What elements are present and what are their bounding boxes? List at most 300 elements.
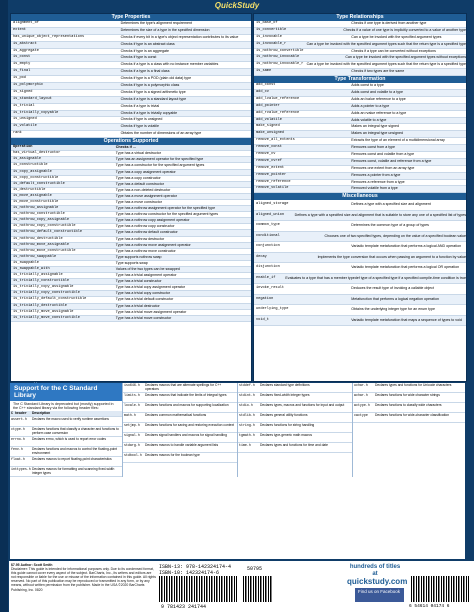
c-header-row xyxy=(238,443,352,453)
c-header-row xyxy=(353,403,465,413)
trait-name: is_trivial xyxy=(13,103,35,108)
trait-name: conjunction xyxy=(256,244,280,249)
operation-name: is_nothrow_copy_assignable xyxy=(13,218,70,223)
operation-description: Type has a trivial move assignment operator xyxy=(115,309,187,314)
trait-description: Adds const to a type xyxy=(351,83,384,88)
c-header-description: Declares functions for string handling xyxy=(260,423,315,427)
operation-description: Type has a copy constructor xyxy=(115,175,161,180)
trait-name: aligned_union xyxy=(256,212,285,217)
type-relationships-table xyxy=(254,21,466,76)
isbn-block xyxy=(159,564,231,576)
trait-name: is_standard_layout xyxy=(13,96,52,101)
type-transformation-row xyxy=(254,152,466,159)
right-panel xyxy=(253,13,467,382)
trait-description: Checks if type is a polymorphic class xyxy=(120,83,180,88)
c-header-description: Declares signal handlers and macros for signal handling xyxy=(145,433,227,437)
trait-name: is_signed xyxy=(13,89,33,94)
trait-description: Checks if type is an abstract class xyxy=(120,41,175,46)
trait-name: add_lvalue_reference xyxy=(256,96,300,101)
type-property-row xyxy=(11,28,251,35)
type-transformation-row xyxy=(254,173,466,180)
c-header-label: C header xyxy=(11,411,27,416)
c-header-row xyxy=(10,457,122,467)
c-header-description: Declares macros for formatting and scanning fixed-width integer types xyxy=(32,467,115,476)
operation-name: is_swappable xyxy=(13,260,39,265)
operation-description: Type has a nothrow default constructor xyxy=(115,230,178,235)
operation-row xyxy=(11,316,251,322)
operation-description: Type has a nothrow move assignment operator xyxy=(115,242,191,247)
trait-name: add_volatile xyxy=(256,117,282,122)
website-link[interactable] xyxy=(347,564,408,586)
trait-name: remove_volatile xyxy=(256,186,289,191)
operation-name: is_trivially_constructible xyxy=(13,279,70,284)
trait-name: is_nothrow_convertible xyxy=(256,48,304,53)
c-header-row xyxy=(353,413,465,423)
operation-description: Type has an assignment operator for the specified type xyxy=(115,157,204,162)
c-library-column-1 xyxy=(10,417,122,477)
trait-description: Can a type be invoked with the specified argument types xyxy=(351,34,442,39)
trait-name: alignment_of xyxy=(13,21,39,25)
c-header-row xyxy=(353,393,465,403)
trait-name: is_invocable xyxy=(256,34,282,39)
type-properties-title: Type Properties xyxy=(11,14,251,21)
c-header-description: Declares fixed-width integer types xyxy=(260,393,310,397)
trait-description: Checks if every bit in a type's object representation contributes to its value xyxy=(120,34,239,39)
trait-description: Checks if a type is trivially copyable xyxy=(120,110,178,115)
c-header-description: Declares functions that classify a character and functions to perform case conversion xyxy=(32,427,119,436)
miscellaneous-row xyxy=(254,221,466,232)
trait-description: Removed volatile from a type xyxy=(351,186,398,191)
type-property-row xyxy=(11,83,251,90)
operation-name: is_copy_constructible xyxy=(13,175,59,180)
c-header-row xyxy=(123,423,237,433)
trait-description: Checks if type is volatile xyxy=(120,124,159,129)
trait-description: Determines the size of a type in the specified dimension xyxy=(120,27,210,32)
c-header-name: stdlib.h xyxy=(239,413,255,417)
price: $7.95 xyxy=(11,563,20,567)
disclaimer: Disclaimer: This guide is intended for informational purposes only. Due to its condensed format, this guide cannot cover every aspect of the subject. BarCharts, Inc., its writers and editors are not responsible or liable for the use or misuse of the information contained in this guide. All rights reserved. No part of this publication may be reproduced or transmitted in any form, or by any means, without written permission from the publisher. Made in the USA ©2020 BarCharts Publishing, Inc. 0820 xyxy=(11,567,156,592)
operation-name: is_move_constructible xyxy=(13,199,59,204)
c-header-row xyxy=(10,427,122,437)
operation-name: is_default_constructible xyxy=(13,181,65,186)
trait-name: negation xyxy=(256,296,274,301)
miscellaneous-title: Miscellaneous xyxy=(254,193,466,200)
operations-table xyxy=(11,151,251,322)
c-header-row xyxy=(238,413,352,423)
c-header-row xyxy=(123,433,237,443)
trait-description: Defines a type with a specified size and alignment that is suitable to store any one of a specified list of types xyxy=(294,212,466,217)
c-header-name: stdarg.h xyxy=(124,443,140,447)
trait-name: is_pod xyxy=(13,76,26,81)
type-property-row xyxy=(11,117,251,124)
operation-name: is_trivially_copy_assignable xyxy=(13,285,74,290)
trait-name: is_invocable_r xyxy=(256,41,287,46)
c-header-description: Declares macros to report floating-point characteristics xyxy=(32,457,112,462)
c-header-description: Declares macros that indicate the limits of integral types xyxy=(145,393,227,397)
trait-name: enable_if xyxy=(256,275,276,280)
trait-name: remove_all_extents xyxy=(256,138,295,143)
c-header-name: tgmath.h xyxy=(239,433,255,437)
trait-description: Determines the common type of a group of types xyxy=(351,223,429,228)
trait-description: Adds an rvalue reference to a type xyxy=(351,110,407,115)
c-library-title: Support for the C Standard Library xyxy=(10,383,122,401)
miscellaneous-row xyxy=(254,295,466,306)
c-header-name: string.h xyxy=(239,423,255,427)
trait-name: is_volatile xyxy=(13,124,37,129)
type-property-row xyxy=(11,35,251,42)
operation-name: is_nothrow_destructible xyxy=(13,236,63,241)
type-transformation-row xyxy=(254,166,466,173)
trait-description: Can a type be invoked with the specified argument types such that the return type is a specified type xyxy=(306,41,466,46)
c-header-row xyxy=(10,447,122,457)
operation-name: is_trivially_destructible xyxy=(13,303,67,308)
c-header-name: wchar.h xyxy=(354,393,368,397)
c-header-row xyxy=(238,383,352,393)
left-sidebar-strip xyxy=(0,0,8,612)
operation-name: is_trivially_copy_constructible xyxy=(13,291,80,296)
type-transformation-row xyxy=(254,186,466,193)
upc-barcode-number: 6 54614 04174 6 xyxy=(409,604,450,609)
trait-name: is_empty xyxy=(13,62,31,67)
miscellaneous-row xyxy=(254,263,466,274)
type-relationship-row xyxy=(254,69,466,76)
author: Author: Scott Smith xyxy=(20,563,53,567)
operation-name: is_nothrow_assignable xyxy=(13,206,59,211)
trait-description: Defines a type with a specified size and alignment xyxy=(351,202,431,207)
trait-name: is_convertible xyxy=(256,27,287,32)
operation-name: is_destructible xyxy=(13,187,46,192)
operation-name: is_assignable xyxy=(13,157,42,162)
operation-name: is_swappable_with xyxy=(13,267,50,272)
c-header-name: stdint.h xyxy=(239,393,255,397)
c-header-row xyxy=(123,393,237,403)
type-property-row xyxy=(11,42,251,49)
operation-description: Type has a trivial destructor xyxy=(115,303,160,308)
type-transformation-table xyxy=(254,83,466,193)
type-relationship-row xyxy=(254,62,466,69)
c-library-intro: The C Standard Library is deprecated but (mostly) supported in the C++ standard library via the following header files: xyxy=(13,402,114,411)
c-header-row xyxy=(123,413,237,423)
trait-name: has_unique_object_representations xyxy=(13,34,85,39)
operation-description: Type has a move constructor xyxy=(115,199,162,204)
trait-description: Checks if type is a signed arithmetic type xyxy=(120,89,186,94)
upc-barcode xyxy=(411,576,469,602)
trait-name: rank xyxy=(13,131,22,136)
trait-description: Adds a pointer to a type xyxy=(351,103,390,108)
c-header-description: Declares functions for saving and restoring execution context xyxy=(145,423,235,427)
trait-name: is_nothrow_invocable_r xyxy=(256,62,304,67)
operation-name: is_nothrow_copy_constructible xyxy=(13,224,76,229)
operation-description: Type has a move assignment operator xyxy=(115,193,177,198)
type-property-row xyxy=(11,76,251,83)
c-header-name: iso646.h xyxy=(124,383,140,387)
type-transformation-row xyxy=(254,111,466,118)
c-header-name: limits.h xyxy=(124,393,140,397)
c-header-row xyxy=(123,383,237,393)
c-header-name: time.h xyxy=(239,443,251,447)
operation-name: is_trivially_move_assignable xyxy=(13,309,74,314)
type-property-row xyxy=(11,124,251,131)
trait-name: underlying_type xyxy=(256,307,289,312)
operation-description: Type supports nothrow swap xyxy=(115,254,162,259)
c-header-row xyxy=(123,443,237,453)
operation-description: Type has a trivial assignment operator xyxy=(115,273,177,278)
miscellaneous-row xyxy=(254,305,466,316)
trait-description: Deduces the result type of invoking a callable object xyxy=(351,286,434,291)
operation-description: Type has a trivial default constructor xyxy=(115,297,174,302)
trait-description: Adds const and volatile to a type xyxy=(351,90,404,95)
isbn-barcode xyxy=(159,576,237,602)
trait-description: Removes const, volatile and reference from a type xyxy=(351,158,432,163)
type-property-row xyxy=(11,111,251,118)
operation-description: Type has a non-deleted destructor xyxy=(115,187,171,192)
trait-description: Removes a reference from a type xyxy=(351,179,405,184)
c-header-row xyxy=(353,383,465,393)
miscellaneous-row xyxy=(254,200,466,211)
trait-name: add_const xyxy=(256,83,276,88)
operation-name: is_move_assignable xyxy=(13,193,52,198)
trait-name: make_unsigned xyxy=(256,131,285,136)
c-header-description: Declares types and functions for Unicode characters xyxy=(375,383,452,387)
operation-description: Values of the two types can be swapped xyxy=(115,267,180,272)
type-transformation-row xyxy=(254,97,466,104)
type-property-row xyxy=(11,21,251,28)
website-link-caption: hundreds of titles at xyxy=(349,564,401,577)
trait-description: Checks if type is const xyxy=(120,55,157,60)
operation-name: is_nothrow_move_constructible xyxy=(13,248,76,253)
c-description-label: Description xyxy=(32,411,51,416)
miscellaneous-row xyxy=(254,211,466,222)
c-header-description: Declares functions and macros for supporting localization xyxy=(145,403,229,407)
left-panel xyxy=(10,13,252,382)
operation-name: is_nothrow_swappable xyxy=(13,254,57,259)
c-header-name: inttypes.h xyxy=(11,467,31,472)
type-relationships-title: Type Relationships xyxy=(254,14,466,21)
c-header-description: Declares general utility functions xyxy=(260,413,308,417)
miscellaneous-row xyxy=(254,316,466,327)
c-library-column-4 xyxy=(352,383,465,477)
c-header-name: float.h xyxy=(11,457,25,462)
c-header-name: wctype.h xyxy=(354,403,370,407)
type-relationship-row xyxy=(254,21,466,28)
c-header-name: stddef.h xyxy=(239,383,255,387)
c-header-row xyxy=(123,403,237,413)
trait-description: Variadic template metafunction that performs a logical AND operation xyxy=(351,244,462,249)
type-relationship-row xyxy=(254,28,466,35)
miscellaneous-row xyxy=(254,274,466,285)
c-header-name: errno.h xyxy=(11,437,25,442)
c-header-name: setjmp.h xyxy=(124,423,140,427)
trait-name: add_pointer xyxy=(256,103,280,108)
c-header-name: math.h xyxy=(124,413,136,417)
c-header-name: fenv.h xyxy=(11,447,23,452)
trait-description: Variadic template metafunction that performs a logical OR operation xyxy=(351,265,460,270)
c-header-description: Declares errno, which is used to report error codes xyxy=(32,437,107,442)
operation-description: Type has a nothrow assignment operator for the specified type xyxy=(115,206,216,211)
c-header-name: stdbool.h xyxy=(124,453,142,457)
type-transformation-row xyxy=(254,145,466,152)
trait-description: Metafunction that performs a logical negation operation xyxy=(351,296,439,301)
operation-description: Type has a trivial copy assignment operator xyxy=(115,285,186,290)
trait-description: Checks if a type is trivial xyxy=(120,103,160,108)
isbn-barcode-number: 9 781423 241744 xyxy=(161,604,207,610)
c-header-description: Declares functions and macros to control the floating-point environment xyxy=(32,447,118,456)
trait-description: Removes one extent from an array type xyxy=(351,165,415,170)
operation-description: Type has a trivial constructor xyxy=(115,279,162,284)
trait-description: Can a type be invoked with the specified argument types without exceptions xyxy=(345,55,466,60)
c-header-description: Declares types and functions for time and date xyxy=(260,443,328,447)
miscellaneous-table xyxy=(254,200,466,326)
trait-description: Makes an integral type unsigned xyxy=(351,131,404,136)
operation-name: is_copy_assignable xyxy=(13,169,52,174)
trait-name: add_cv xyxy=(256,90,269,95)
operation-description: Type has a virtual destructor xyxy=(115,151,161,156)
facebook-badge[interactable]: Find us on Facebook xyxy=(355,588,404,602)
brand-logo: QuickStudy xyxy=(214,1,260,10)
trait-name: is_unsigned xyxy=(13,117,37,122)
trait-name: common_type xyxy=(256,223,280,228)
type-transformation-row xyxy=(254,124,466,131)
type-transformation-row xyxy=(254,118,466,125)
c-header-description: Declares the macro used to verify runtime assertions xyxy=(32,417,109,422)
trait-name: make_signed xyxy=(256,124,280,129)
header-operation: Operation xyxy=(13,145,33,150)
c-header-name: stdio.h xyxy=(239,403,253,407)
type-relationship-row xyxy=(254,35,466,42)
miscellaneous-row xyxy=(254,242,466,253)
trait-name: is_trivially_copyable xyxy=(13,110,59,115)
type-property-row xyxy=(11,90,251,97)
trait-name: extent xyxy=(13,27,26,32)
trait-description: Can a type be invoked with the specified argument types such that the return type is a specified type xyxy=(306,62,466,67)
trait-description: Removes const from a type xyxy=(351,145,396,150)
type-property-row xyxy=(11,49,251,56)
type-transformation-title: Type Transformation xyxy=(254,76,466,83)
trait-description: Chooses one of two specified types, depending on the value of a specified boolean value xyxy=(324,233,466,238)
price-barcode xyxy=(243,576,273,602)
trait-description: Obtains the underlying integer type for an enum type xyxy=(351,307,435,312)
type-property-row xyxy=(11,97,251,104)
c-header-description: Declares common mathematical functions xyxy=(145,413,207,417)
trait-description: Checks if a value of one type is implicitly converted to a value of another type xyxy=(343,27,466,32)
miscellaneous-row xyxy=(254,232,466,243)
header-checks: Checks if ... xyxy=(115,145,136,150)
operation-name: is_trivially_assignable xyxy=(13,273,63,278)
operation-description: Type has a nothrow destructor xyxy=(115,236,165,241)
trait-name: is_base_of xyxy=(256,21,278,25)
trait-description: Evaluates to a type that has a member typedef type of a specified type if a specified compile-time condition is true xyxy=(285,275,466,280)
trait-name: is_const xyxy=(13,55,31,60)
operation-description: Type supports swap xyxy=(115,260,148,265)
trait-name: decay xyxy=(256,254,267,259)
trait-name: is_same xyxy=(256,69,272,74)
trait-description: Adds volatile to a type xyxy=(351,117,387,122)
trait-name: disjunction xyxy=(256,265,280,270)
trait-description: Implements the type conversion that occurs when passing an argument to a function by value xyxy=(317,254,466,259)
trait-description: Makes an integral type signed xyxy=(351,124,400,129)
miscellaneous-row xyxy=(254,253,466,264)
footer xyxy=(9,561,474,612)
type-property-row xyxy=(11,104,251,111)
operation-description: Type has a trivial move constructor xyxy=(115,315,172,320)
operation-name: has_virtual_destructor xyxy=(13,151,61,156)
type-property-row xyxy=(11,55,251,62)
c-header-row xyxy=(10,417,122,427)
operation-name: is_constructible xyxy=(13,163,48,168)
operation-name: is_nothrow_default_constructible xyxy=(13,230,83,235)
type-relationship-row xyxy=(254,42,466,49)
trait-name: is_polymorphic xyxy=(13,83,44,88)
trait-description: Checks if a type is a final class xyxy=(120,69,170,74)
c-header-row xyxy=(123,453,237,463)
c-header-name: uchar.h xyxy=(354,383,368,387)
c-header-description: Declares functions to classify wide characters xyxy=(375,403,442,407)
trait-description: Checks if one type is derived from another type xyxy=(351,21,427,25)
trait-description: Removes const and volatile from a type xyxy=(351,152,415,157)
isbn13: ISBN-13: 978-142324174-4 xyxy=(159,564,232,570)
trait-description: Removes a pointer from a type xyxy=(351,172,401,177)
trait-name: void_t xyxy=(256,317,269,322)
trait-description: Extracts the type of an element of a multidimensional array xyxy=(351,138,445,143)
operation-description: Type has a constructor for the specified argument types xyxy=(115,163,205,168)
c-header-name: cwctype xyxy=(354,413,368,417)
c-header-row xyxy=(238,403,352,413)
isbn10: ISBN-10: 142324174-6 xyxy=(159,570,220,576)
operations-supported-title: Operations Supported xyxy=(11,138,251,145)
c-library-panel xyxy=(10,383,465,559)
c-header-description: Declares standard type definitions xyxy=(260,383,310,387)
trait-description: Checks if type is a POD (plain old data) type xyxy=(120,76,192,81)
type-property-row xyxy=(11,131,251,138)
c-header-row xyxy=(10,467,122,477)
trait-name: is_aggregate xyxy=(13,48,39,53)
c-header-name: locale.h xyxy=(124,403,140,407)
trait-name: add_rvalue_reference xyxy=(256,110,300,115)
c-header-description: Declares macros to handle variable argument lists xyxy=(145,443,219,447)
operation-name: is_nothrow_constructible xyxy=(13,212,65,217)
type-transformation-row xyxy=(254,90,466,97)
trait-description: Checks if type is unsigned xyxy=(120,117,163,122)
footer-info xyxy=(11,563,156,592)
trait-name: conditional xyxy=(256,233,280,238)
trait-description: Checks if type is an aggregate xyxy=(120,48,169,53)
operation-name: is_trivially_move_constructible xyxy=(13,315,80,320)
trait-name: is_nothrow_invocable xyxy=(256,55,300,60)
c-header-name: assert.h xyxy=(11,417,27,422)
operation-description: Type has a nothrow copy constructor xyxy=(115,224,175,229)
trait-name: remove_const xyxy=(256,145,282,150)
trait-name: remove_extent xyxy=(256,165,285,170)
c-header-description: Declares types, macros and functions for input and output xyxy=(260,403,345,407)
trait-description: Variadic template metafunction that maps a sequence of types to void xyxy=(351,317,462,322)
c-header-description: Declares type-generic math macros xyxy=(260,433,313,437)
type-transformation-row xyxy=(254,83,466,90)
c-header-name: signal.h xyxy=(124,433,140,437)
trait-name: aligned_storage xyxy=(256,202,289,207)
type-transformation-row xyxy=(254,104,466,111)
c-header-row xyxy=(238,393,352,403)
c-header-description: Declares macros that are alternate spellings for C++ operators xyxy=(145,383,222,391)
trait-description: Checks if a type is a standard layout type xyxy=(120,96,187,101)
type-property-row xyxy=(11,62,251,69)
c-header-row xyxy=(10,437,122,447)
trait-name: remove_pointer xyxy=(256,172,287,177)
trait-description: Checks if a type is a class with no instance member variables xyxy=(120,62,219,67)
operation-description: Type has a copy assignment operator xyxy=(115,169,176,174)
operation-description: Type has a nothrow copy assignment operator xyxy=(115,218,190,223)
trait-description: Adds an lvalue reference to a type xyxy=(351,96,406,101)
c-library-column-2 xyxy=(122,383,237,477)
